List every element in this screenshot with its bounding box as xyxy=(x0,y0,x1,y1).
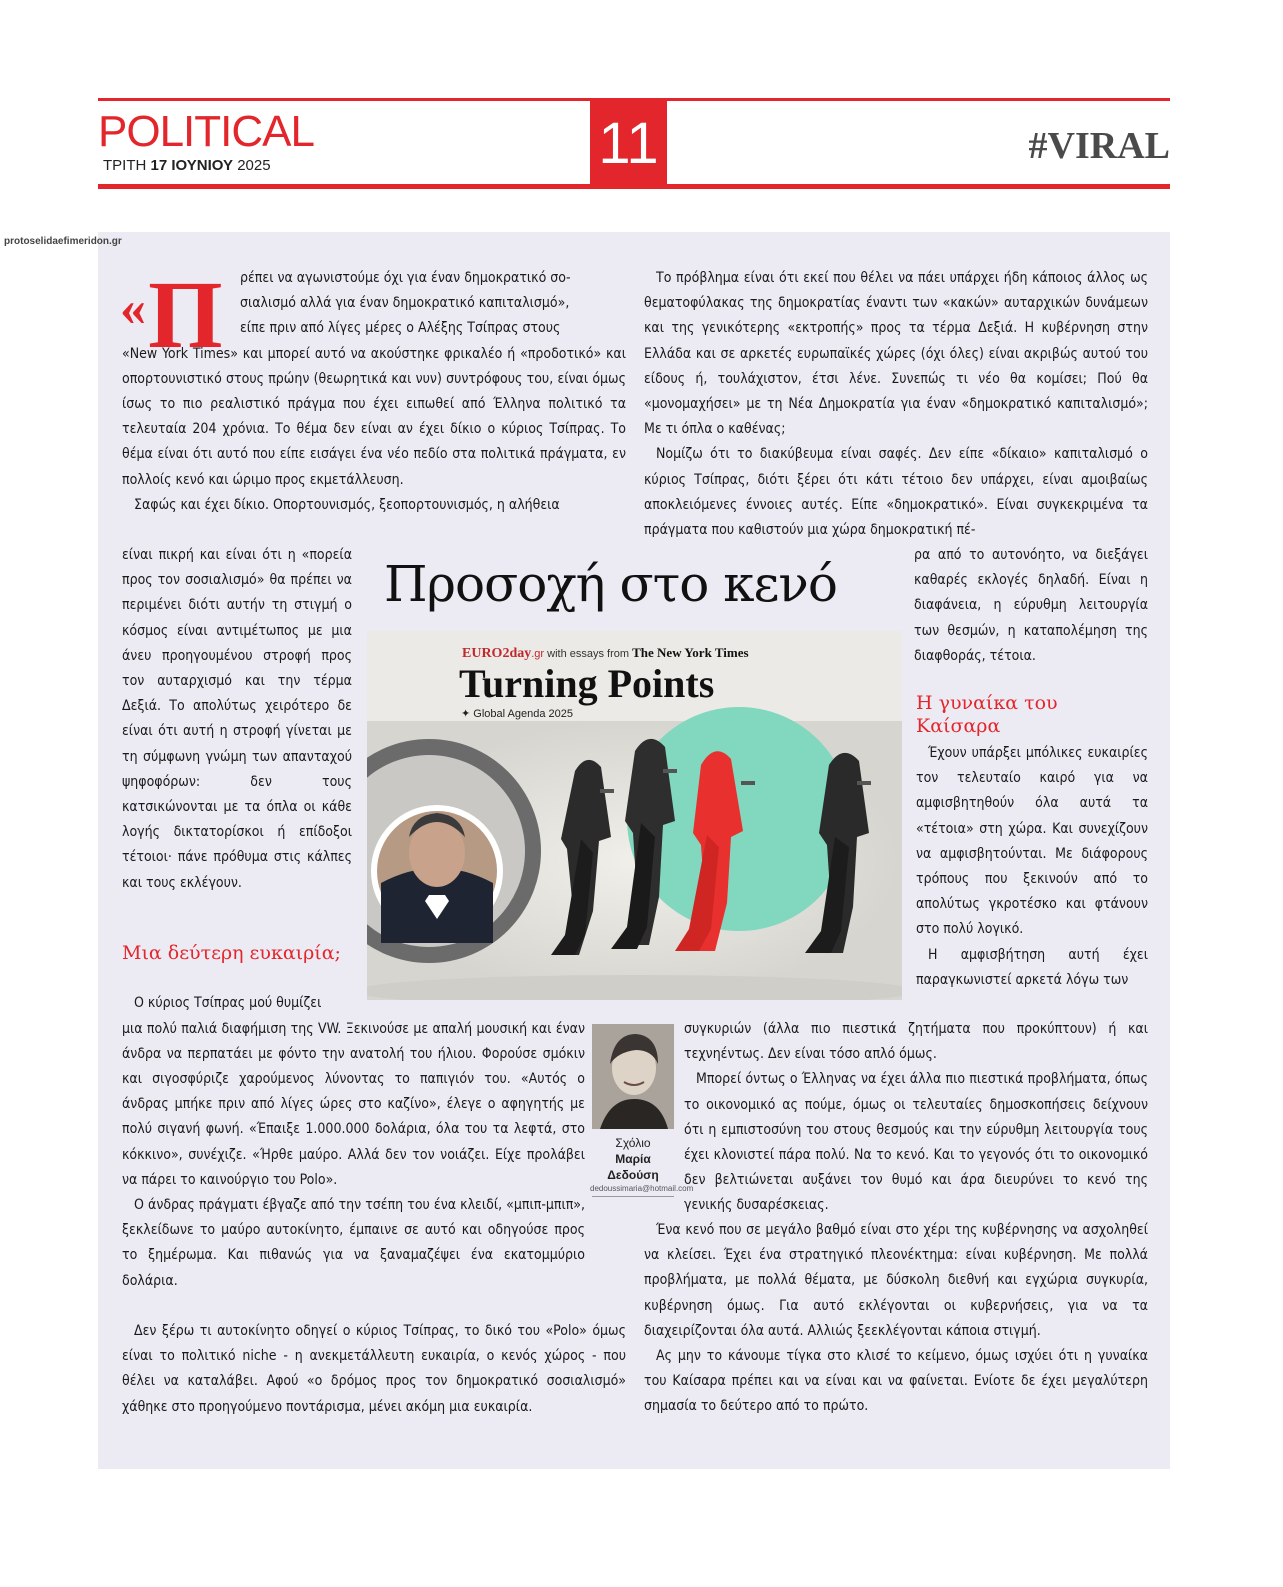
col2-paragraph-3: Έχουν υπάρξει μπόλικες ευκαιρίες τον τελευταίο καιρό για να αμφισβητηθούν όλα αυτά τα «τέτοια» στη χώρα. Και συνεχίζουν να αμφισβητούνται. Με διάφορους τρόπους που ξεκινούν από το απολύτως γκροτέσκο και φτάνουν στο πολύ λογικό. xyxy=(916,745,1148,938)
author-label: Σχόλιο xyxy=(615,1136,651,1150)
dropcap-letter: Π xyxy=(148,261,223,368)
col2-paragraph-2-cont: ρα από το αυτονόητο, να διεξάγει καθαρές εκλογές δηλαδή. Είναι η διαφάνεια, η εύρυθμη λειτουργία των θεσμών, η καταπολέμηση της διαφθοράς, τέτοια. xyxy=(914,547,1148,664)
header-bottom-rule xyxy=(98,184,1170,189)
col2-block-narrow xyxy=(914,543,1148,669)
brand-with: with essays from xyxy=(547,648,630,660)
col1-block-p3-first xyxy=(122,991,352,1016)
author-first-name: Μαρία xyxy=(615,1152,651,1166)
image-brandline xyxy=(462,645,749,662)
subhead-second-chance: Μια δεύτερη ευκαιρία; xyxy=(122,942,341,964)
col2-block-narrow-b xyxy=(916,741,1148,993)
watermark: protoselidaefimeridon.gr xyxy=(4,236,122,247)
author-email: dedoussimaria@hotmail.com xyxy=(590,1184,694,1193)
issue-day: ΤΡΙΤΗ xyxy=(103,157,147,174)
intro-lines xyxy=(240,266,626,342)
intro-line-3: είπε πριν από λίγες μέρες ο Αλέξης Τσίπρας στους xyxy=(240,320,561,337)
headline: Προσοχή στο κενό xyxy=(384,555,837,613)
brand-gr: .gr xyxy=(531,648,545,660)
brand-euro2day: EURO2day xyxy=(462,646,532,661)
col2-block-a xyxy=(644,266,1148,543)
col1-paragraph-5: Δεν ξέρω τι αυτοκίνητο οδηγεί ο κύριος Τσίπρας, το δικό του «Polo» όμως είναι το πολιτικό niche - η ανεκμετάλλευτη ευκαιρία, ο κενός χώρος - που θέλει να καταλάβει. Αφού «ο δρόμος προς τον δημοκρατικό σοσιαλισμό» χάθηκε στο προηγούμενο ποντάρισμα, μένει ακόμη μια ευκαιρία. xyxy=(122,1323,626,1415)
image-subtitle: ✦ Global Agenda 2025 xyxy=(461,708,573,720)
col1-block-c xyxy=(122,1319,626,1420)
issue-day-month: 17 ΙΟΥΝΙΟΥ xyxy=(150,157,234,174)
politician-portrait xyxy=(371,805,503,943)
col1-paragraph-4: Ο άνδρας πράγματι έβγαζε από την τσέπη του ένα κλειδί, «μπιπ-μπιπ», ξεκλείδωνε το μαύρο αυτοκίνητο, έμπαινε σε αυτό και οδηγούσε προς το ξημέρωμα. Και πιθανώς για να ξαναμαζέψει ένα εκατομμύριο δολάρια. xyxy=(122,1196,585,1289)
col1-paragraph-2-start: Σαφώς και έχει δίκιο. Οπορτουνισμός, ξεοπορτουνισμός, η αλήθεια xyxy=(134,496,560,513)
col2-paragraph-7: Ας μην το κάνουμε τίγκα στο κλισέ το κείμενο, όμως ισχύει ότι η γυναίκα του Καίσαρα πρέπει και να είναι και να φαίνεται. Ενίοτε δε έχει μεγαλύτερη σημασία το δεύτερο από το πρώτο. xyxy=(644,1348,1148,1415)
col2-paragraph-2-start: Νομίζω ότι το διακύβευμα είναι σαφές. Δεν είπε «δίκαιο» καπιταλισμό ο κύριος Τσίπρας, διότι ξέρει ότι κάτι τέτοιο δεν υπάρχει, είναι αμοιβαίως αποκλειόμενες έννοιες αυτές. Είπε «δημοκρατικό». Είναι συγκεκριμένα τα πράγματα που καθιστούν μια χώρα δημοκρατική πέ- xyxy=(644,446,1148,539)
col2-paragraph-1: Το πρόβλημα είναι ότι εκεί που θέλει να πάει υπάρχει ήδη κάποιος άλλος ως θεματοφύλακας της δημοκρατίας έναντι των «κακών» αυταρχικών δυνάμεων και της γενικότερης «εκτροπής» προς τα τέρμα Δεξιά. Η κυβέρνηση στην Ελλάδα και σε αρκετές ευρωπαϊκές χώρες (όχι όλες) είναι ακριβώς αυτού του είδους ή, τουλάχιστον, έτσι λένε. Συνεπώς τι νέο θα κομίσει; Πού θα «μονομαχήσει» με τη Νέα Δημοκρατία για έναν «δημοκρατικό καπιταλισμό»; Με τι όπλα ο καθένας; xyxy=(644,270,1148,438)
col2-paragraph-6: Ένα κενό που σε μεγάλο βαθμό είναι στο χέρι της κυβέρνησης να ασχοληθεί να κλείσει. Έχει ένα στρατηγικό πλεονέκτημα: είναι κυβέρνηση. Με πολλά προβλήματα, με πολλά θέματα, με δύσκολη διεθνή και εγχώρια συγκυρία, κυβέρνηση όμως. Για αυτό εκλέγονται οι κυβερνήσεις, για να τα διαχειρίζονται όλα αυτά. Αλλιώς ξεεκλέγονται κάποια στιγμή. xyxy=(644,1222,1148,1339)
author-photo xyxy=(592,1024,674,1129)
author-last-name: Δεδούση xyxy=(607,1168,659,1182)
col1-paragraph-3: μια πολύ παλιά διαφήμιση της VW. Ξεκινούσε με απαλή μουσική και έναν άνδρα να περπατάει με φόντο την ανατολή του ήλιου. Φορούσε σμόκιν και σιγοσφύριζε χαρούμενος λύνοντας το παπιγιόν του. «Αυτός ο άνδρας μπήκε πριν από λίγες ώρες στο καζίνο», έλεγε ο αφηγητής με πολύ σιγανή φωνή. «Έπαιξε 1.000.000 δολάρια, όλα του τα λεφτά, στο κόκκινο», συνέχιζε. «Ήρθε μαύρο. Αλλά δεν τον νοιάζει. Είχε προλάβει να πάρει το καινούργιο του Polo». xyxy=(122,1020,585,1188)
intro-line-1: ρέπει να αγωνιστούμε όχι για έναν δημοκρατικό σο- xyxy=(240,270,571,286)
image-title: Turning Points xyxy=(459,661,715,706)
col1-paragraph-3-start: Ο κύριος Τσίπρας μού θυμίζει xyxy=(134,995,322,1011)
intro-line-2: σιαλισμό αλλά για έναν δημοκρατικό καπιταλισμό», xyxy=(240,295,570,312)
col1-block-narrow xyxy=(122,543,352,896)
author-rule xyxy=(592,1196,674,1197)
section-tag: #VIRAL xyxy=(1028,125,1170,167)
issue-date xyxy=(103,157,271,174)
issue-year: 2025 xyxy=(237,157,271,174)
subhead-caesars-wife: Η γυναίκα του Καίσαρα xyxy=(916,692,1058,737)
col1-paragraph-2-cont: είναι πικρή και είναι ότι η «πορεία προς τον σοσιαλισμό» θα πρέπει να περιμένει διότι αυτήν τη στιγμή ο κόσμος είναι αντιμέτωπος με μια άνευ προηγουμένου στροφή προς τον αυταρχισμό και την τέρμα Δεξιά. Το απολύτως χειρότερο δε είναι ότι αυτή η στροφή γίνεται με τη σύμφωνη γνώμη των απανταχού ψηφοφόρων: δεν τους κατσικώνονται με τα όπλα οι κάθε λογής δικτατορίσκοι ή επίδοξοι τέτοιοι· πάνε πρόθυμα στις κάλπες και τους εκλέγουν. xyxy=(122,547,352,891)
col1-block-a xyxy=(122,342,626,518)
col1-block-b xyxy=(122,1017,585,1294)
author-photo-image xyxy=(592,1024,674,1129)
col1-paragraph-1: «New York Times» και μπορεί αυτό να ακούστηκε φρικαλέο ή «προδοτικό» και οπορτουνιστικό στους πρώην (θεωρητικά και νυν) συντρόφους του, είναι όμως ίσως το πιο ρεαλιστικό πράγμα που έχει ειπωθεί από Έλληνα πολιτικό τα τελευταία 204 χρόνια. Το θέμα δεν είναι αν έχει δίκιο ο κύριος Τσίπρας. Το θέμα είναι ότι αυτό που είπε εισάγει ένα νέο πεδίο στα πολιτικά πράγματα, εν πολλοίς κενό και ώριμο προς εκμετάλλευση. xyxy=(122,345,626,488)
dropcap-quote: « xyxy=(120,280,146,337)
col2-block-b xyxy=(684,1017,1148,1219)
col2-paragraph-4-start: Η αμφισβήτηση αυτή έχει παραγκωνιστεί αρκετά λόγω των xyxy=(916,946,1148,988)
masthead: POLITICAL xyxy=(98,107,314,156)
col2-block-c xyxy=(644,1218,1148,1420)
feature-image xyxy=(367,631,902,1000)
col2-paragraph-5: Μπορεί όντως ο Έλληνας να έχει άλλα πιο πιεστικά προβλήματα, όπως το οικονομικό ας πούμε, όμως οι τελευταίες δημοσκοπήσεις δείχνουν ότι η εμπιστοσύνη του στους θεσμούς και την εύρυθμη λειτουργία τους έχει κλονιστεί πάρα πολύ. Να το κενό. Και το γεγονός ότι το οικονομικό δεν βελτιώνεται αυξάνει τον θυμό και άρα διευρύνει το κενό της γενικής δυσαρέσκειας. xyxy=(684,1071,1148,1214)
author-caption xyxy=(592,1135,674,1183)
col2-paragraph-4-cont: συγκυριών (άλλα πιο πιεστικά ζητήματα που προκύπτουν) ή και τεχνηέντως. Δεν είναι τόσο απλό όμως. xyxy=(684,1021,1148,1063)
page-number: 11 xyxy=(590,98,667,189)
brand-nyt: The New York Times xyxy=(632,645,749,660)
